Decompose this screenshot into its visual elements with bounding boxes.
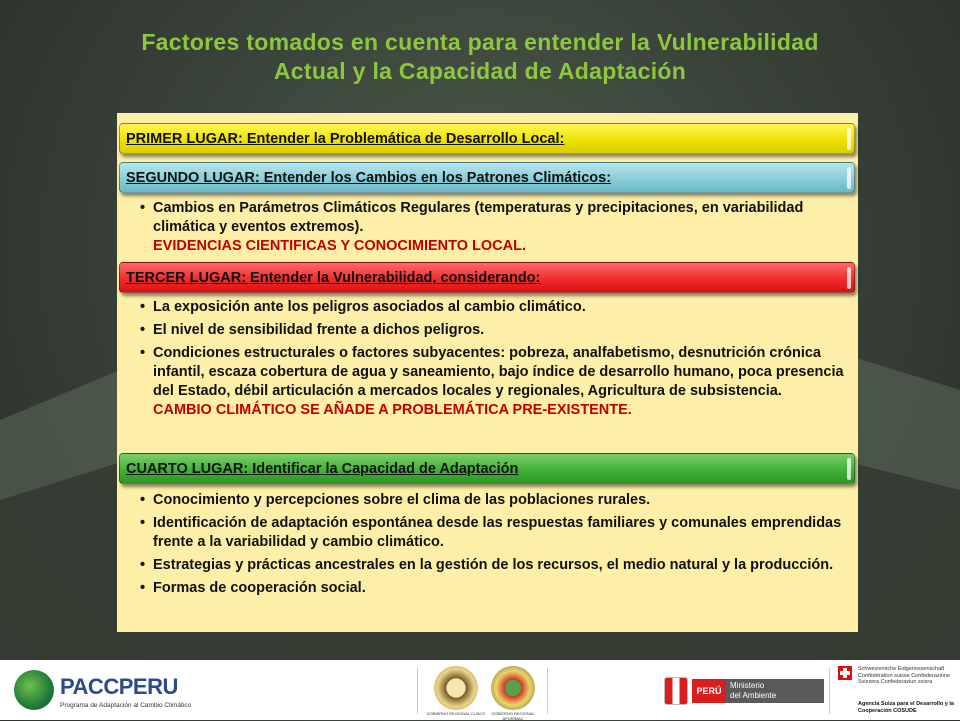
bullet-icon: • [140, 580, 146, 596]
list-item-text: Cambios en Parámetros Climáticos Regulares (temperaturas y precipitaciones, en variabilidad climática y eventos extremos). [153, 200, 804, 235]
tercer-list [140, 298, 845, 424]
list-item [140, 514, 845, 552]
ministry-name: Ministerio del Ambiente [726, 679, 824, 703]
list-item-text: Condiciones estructurales o factores subyacentes: pobreza, analfabetismo, desnutrición crónica infantil, escaza cobertura de agua y saneamiento, bajo índice de desarrollo humano, poca presencia del Estado, débil articulación a mercados locales y regionales, Agricultura de subsistencia. [153, 345, 844, 399]
list-item-text: Estrategias y prácticas ancestrales en la gestión de los recursos, el medio natural y la producción. [153, 557, 834, 573]
bullet-icon: • [140, 492, 146, 508]
emphasis-text: EVIDENCIAS CIENTIFICAS Y CONOCIMIENTO LOCAL. [153, 238, 527, 254]
list-item [140, 321, 845, 340]
heading-primer-lugar-text: PRIMER LUGAR: Entender la Problemática de Desarrollo Local: [126, 131, 565, 147]
bullet-icon: • [140, 322, 146, 338]
divider [417, 668, 418, 714]
peru-brand: PERÚ [692, 679, 726, 703]
heading-tercer-lugar [119, 262, 855, 293]
pacc-peru-wordmark: PACCPERU [60, 674, 178, 699]
emphasis-text: CAMBIO CLIMÁTICO SE AÑADE A PROBLEMÁTICA PRE-EXISTENTE. [153, 402, 632, 418]
logo-footer [0, 660, 960, 720]
list-item-text: Conocimiento y percepciones sobre el clima de las poblaciones rurales. [153, 492, 651, 508]
list-item [140, 298, 845, 317]
slide-title-line-1: Factores tomados en cuenta para entender la Vulnerabilidad [141, 29, 819, 55]
list-item [140, 199, 845, 256]
heading-tercer-lugar-text: TERCER LUGAR: Entender la Vulnerabilidad, considerando: [126, 270, 541, 286]
slide-title-line-2: Actual y la Capacidad de Adaptación [273, 58, 687, 84]
slide-title [0, 28, 960, 86]
list-item-text: La exposición ante los peligros asociados al cambio climático. [153, 299, 586, 315]
divider [547, 668, 548, 714]
bullet-icon: • [140, 515, 146, 531]
segundo-list [140, 199, 845, 260]
divider [829, 668, 830, 714]
apurimac-seal-icon [491, 666, 535, 710]
apurimac-seal-caption: GOBIERNO REGIONAL APURIMAC [491, 711, 535, 721]
list-item-text: El nivel de sensibilidad frente a dichos peligros. [153, 322, 485, 338]
bar-edge-highlight [847, 167, 851, 189]
list-item [140, 344, 845, 420]
list-item [140, 556, 845, 575]
bar-edge-highlight [847, 267, 851, 289]
heading-segundo-lugar-text: SEGUNDO LUGAR: Entender los Cambios en los Patrones Climáticos: [126, 170, 612, 186]
cosude-logo [838, 666, 958, 716]
bullet-icon: • [140, 299, 146, 315]
cusco-seal-caption: GOBIERNO REGIONAL CUSCO [426, 711, 486, 716]
list-item [140, 579, 845, 598]
heading-primer-lugar [119, 123, 855, 154]
pacc-subtitle: Programa de Adaptación al Cambio Climático [60, 702, 192, 709]
swiss-confederation-text: Schweizerische Eidgenossenschaft Confédération suisse Confederazione Svizzera Confederaziun svizra [858, 666, 951, 685]
bullet-icon: • [140, 345, 146, 361]
peru-shield-icon [664, 677, 688, 705]
heading-cuarto-lugar-text: CUARTO LUGAR: Identificar la Capacidad de Adaptación [126, 461, 519, 477]
globe-icon [14, 670, 54, 710]
bar-edge-highlight [847, 128, 851, 150]
list-item [140, 491, 845, 510]
list-item-text: Identificación de adaptación espontánea desde las respuestas familiares y comunales emprendidas frente a la variabilidad y cambio climático. [153, 515, 842, 550]
swiss-flag-icon [838, 666, 852, 680]
heading-segundo-lugar [119, 162, 855, 193]
heading-cuarto-lugar [119, 453, 855, 484]
cosude-agency-text: Agencia Suiza para el Desarrollo y la Cooperación COSUDE [858, 701, 954, 714]
list-item-text: Formas de cooperación social. [153, 580, 366, 596]
cuarto-list [140, 491, 845, 602]
bullet-icon: • [140, 557, 146, 573]
bullet-icon: • [140, 200, 146, 216]
bar-edge-highlight [847, 458, 851, 480]
cusco-seal-icon [434, 666, 478, 710]
